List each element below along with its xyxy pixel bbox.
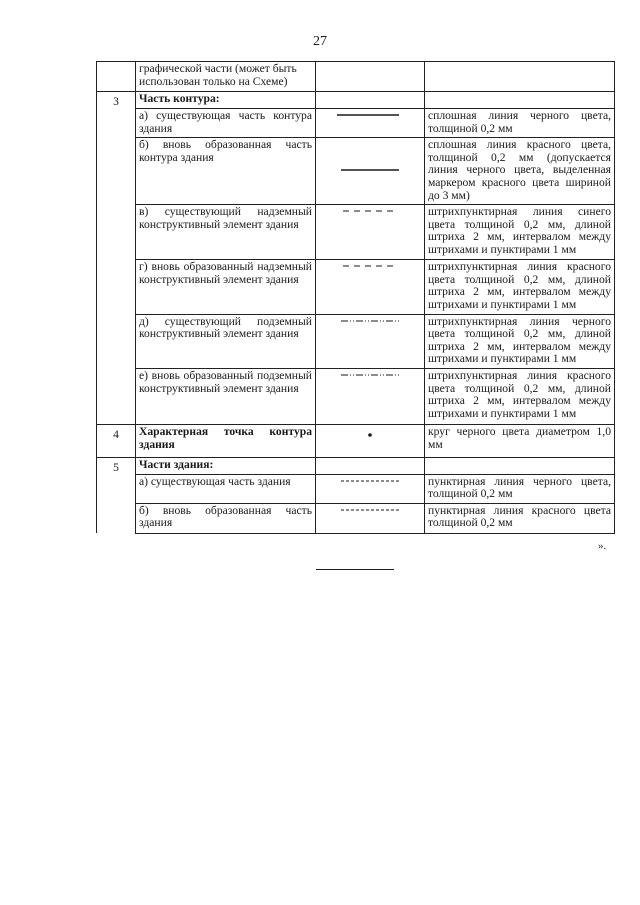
table-row — [97, 92, 615, 109]
description-cell — [425, 92, 615, 109]
table-row — [97, 314, 615, 368]
description-cell — [425, 457, 615, 474]
dotted-line-symbol — [335, 476, 405, 486]
table-row — [97, 424, 615, 457]
item-description: штрихпунктирная линия синего цвета толщиной 0,2 мм, длиной штриха 2 мм, интервалом между штрихами и пунктирами 1 мм — [425, 205, 615, 260]
line-symbol-cell — [316, 474, 425, 503]
legend-table — [96, 61, 615, 534]
group-heading: Часть контура: — [136, 92, 316, 109]
item-description: сплошная линия черного цвета, толщиной 0,2 мм — [425, 109, 615, 138]
line-symbol-cell — [316, 503, 425, 533]
symbol-cell — [316, 62, 425, 92]
dash-dot-line-symbol — [335, 316, 405, 326]
table-row — [97, 503, 615, 533]
dotted-line-symbol — [335, 505, 405, 515]
symbol-cell — [316, 92, 425, 109]
item-name: г) вновь образованный надземный конструктивный элемент здания — [136, 260, 316, 314]
line-symbol-cell — [316, 109, 425, 138]
group-number: 5 — [97, 457, 136, 533]
dash-dot-line-symbol — [335, 370, 405, 380]
dashed-line-symbol — [335, 206, 405, 216]
table-row — [97, 109, 615, 138]
table-row — [97, 138, 615, 205]
table-row — [97, 368, 615, 424]
group-number: 4 — [97, 424, 136, 457]
item-name: а) существующая часть здания — [136, 474, 316, 503]
table-row — [97, 457, 615, 474]
item-name: е) вновь образованный подземный конструктивный элемент здания — [136, 368, 316, 424]
table-row — [97, 62, 615, 92]
item-name: б) вновь образованная часть контура здания — [136, 138, 316, 205]
item-description: штрихпунктирная линия черного цвета толщиной 0,2 мм, длиной штриха 2 мм, интервалом между штрихами и пунктирами 1 мм — [425, 314, 615, 368]
item-description: сплошная линия красного цвета, толщиной 0,2 мм (допускается линия черного цвета, выделенная маркером красного цвета шириной до 3 мм) — [425, 138, 615, 205]
end-divider — [316, 569, 394, 570]
row-number-cell — [97, 62, 136, 92]
item-description: пунктирная линия красного цвета толщиной 0,2 мм — [425, 503, 615, 533]
dot-symbol — [335, 430, 405, 440]
dashed-line-symbol — [335, 261, 405, 271]
item-name: а) существующая часть контура здания — [136, 109, 316, 138]
solid-line-symbol — [335, 165, 405, 175]
line-symbol-cell — [316, 368, 425, 424]
line-symbol-cell — [316, 260, 425, 314]
table-row — [97, 205, 615, 260]
group-heading: Характерная точка контура здания — [136, 424, 316, 457]
group-number: 3 — [97, 92, 136, 425]
line-symbol-cell — [316, 314, 425, 368]
item-name: д) существующий подземный конструктивный элемент здания — [136, 314, 316, 368]
item-description: круг черного цвета диаметром 1,0 мм — [425, 424, 615, 457]
continuation-name: графической части (может быть использован только на Схеме) — [136, 62, 316, 92]
item-description: штрихпунктирная линия красного цвета толщиной 0,2 мм, длиной штриха 2 мм, интервалом между штрихами и пунктирами 1 мм — [425, 368, 615, 424]
page-number: 27 — [313, 34, 327, 49]
table-row — [97, 260, 615, 314]
description-cell — [425, 62, 615, 92]
symbol-cell — [316, 457, 425, 474]
group-heading: Части здания: — [136, 457, 316, 474]
item-description: штрихпунктирная линия красного цвета толщиной 0,2 мм, длиной штриха 2 мм, интервалом между штрихами и пунктирами 1 мм — [425, 260, 615, 314]
solid-line-symbol — [335, 110, 405, 120]
item-name: б) вновь образованная часть здания — [136, 503, 316, 533]
item-name: в) существующий надземный конструктивный элемент здания — [136, 205, 316, 260]
closing-quote-mark: ». — [598, 540, 607, 552]
line-symbol-cell — [316, 138, 425, 205]
table-row — [97, 474, 615, 503]
line-symbol-cell — [316, 205, 425, 260]
dot-symbol-cell — [316, 424, 425, 457]
item-description: пунктирная линия черного цвета, толщиной 0,2 мм — [425, 474, 615, 503]
